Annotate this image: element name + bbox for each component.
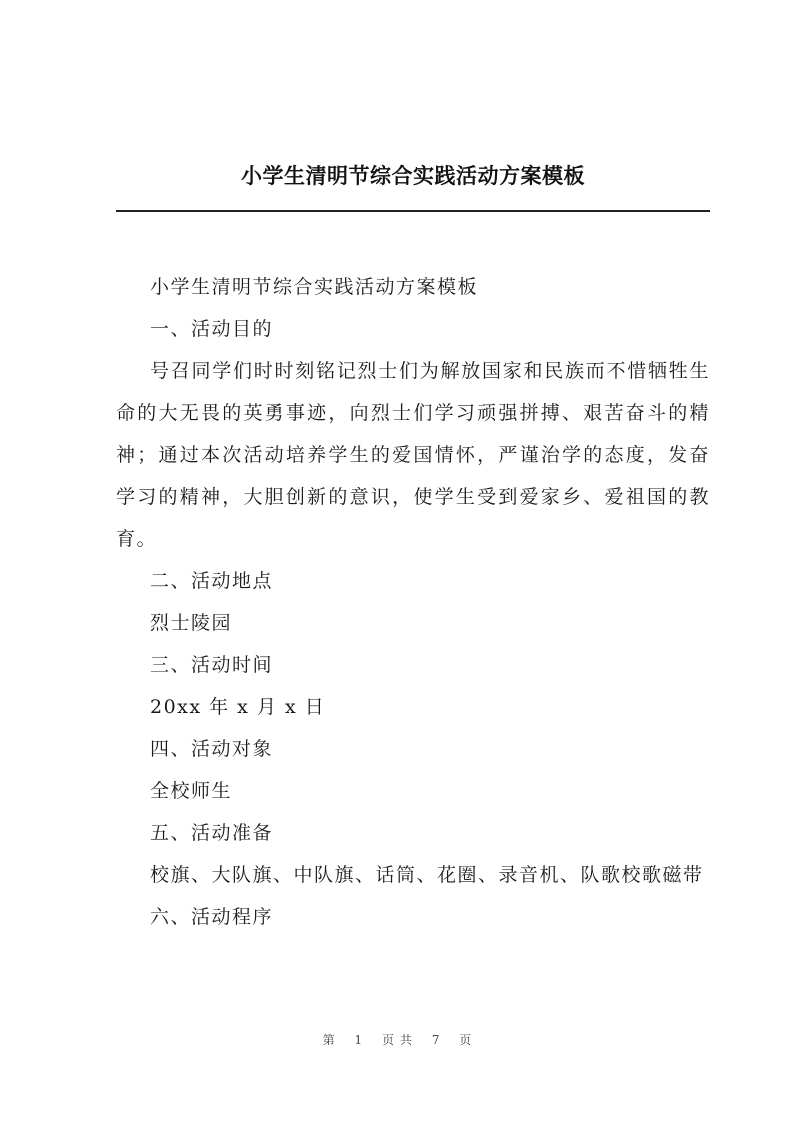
page-footer	[0, 1031, 800, 1048]
footer-mid: 页共	[381, 1033, 418, 1047]
section-heading-purpose: 一、活动目的	[150, 318, 274, 340]
section-heading-preparation: 五、活动准备	[150, 822, 274, 844]
footer-prefix: 第	[322, 1033, 341, 1047]
header-divider	[116, 210, 710, 212]
footer-total-pages: 7	[431, 1033, 446, 1047]
paragraph-time: 20xx 年 x 月 x 日	[150, 696, 326, 718]
body-title: 小学生清明节综合实践活动方案模板	[150, 276, 479, 298]
footer-suffix: 页	[459, 1033, 478, 1047]
paragraph-purpose: 号召同学们时时刻铭记烈士们为解放国家和民族而不惜牺牲生命的大无畏的英勇事迹，向烈士们学习顽强拼搏、艰苦奋斗的精神；通过本次活动培养学生的爱国情怀，严谨治学的态度，发奋学习的精神，大胆创新的意识，使学生受到爱家乡、爱祖国的教育。	[116, 360, 710, 550]
footer-page-number: 1	[354, 1033, 369, 1047]
section-heading-procedure: 六、活动程序	[150, 906, 274, 928]
section-heading-audience: 四、活动对象	[150, 738, 274, 760]
document-header	[116, 158, 710, 194]
paragraph-audience: 全校师生	[150, 780, 233, 802]
paragraph-preparation: 校旗、大队旗、中队旗、话筒、花圈、录音机、队歌校歌磁带	[150, 864, 704, 886]
paragraph-location: 烈士陵园	[150, 612, 233, 634]
page-title: 小学生清明节综合实践活动方案模板	[241, 163, 585, 188]
section-heading-location: 二、活动地点	[150, 570, 274, 592]
document-body	[116, 266, 710, 938]
section-heading-time: 三、活动时间	[150, 654, 274, 676]
